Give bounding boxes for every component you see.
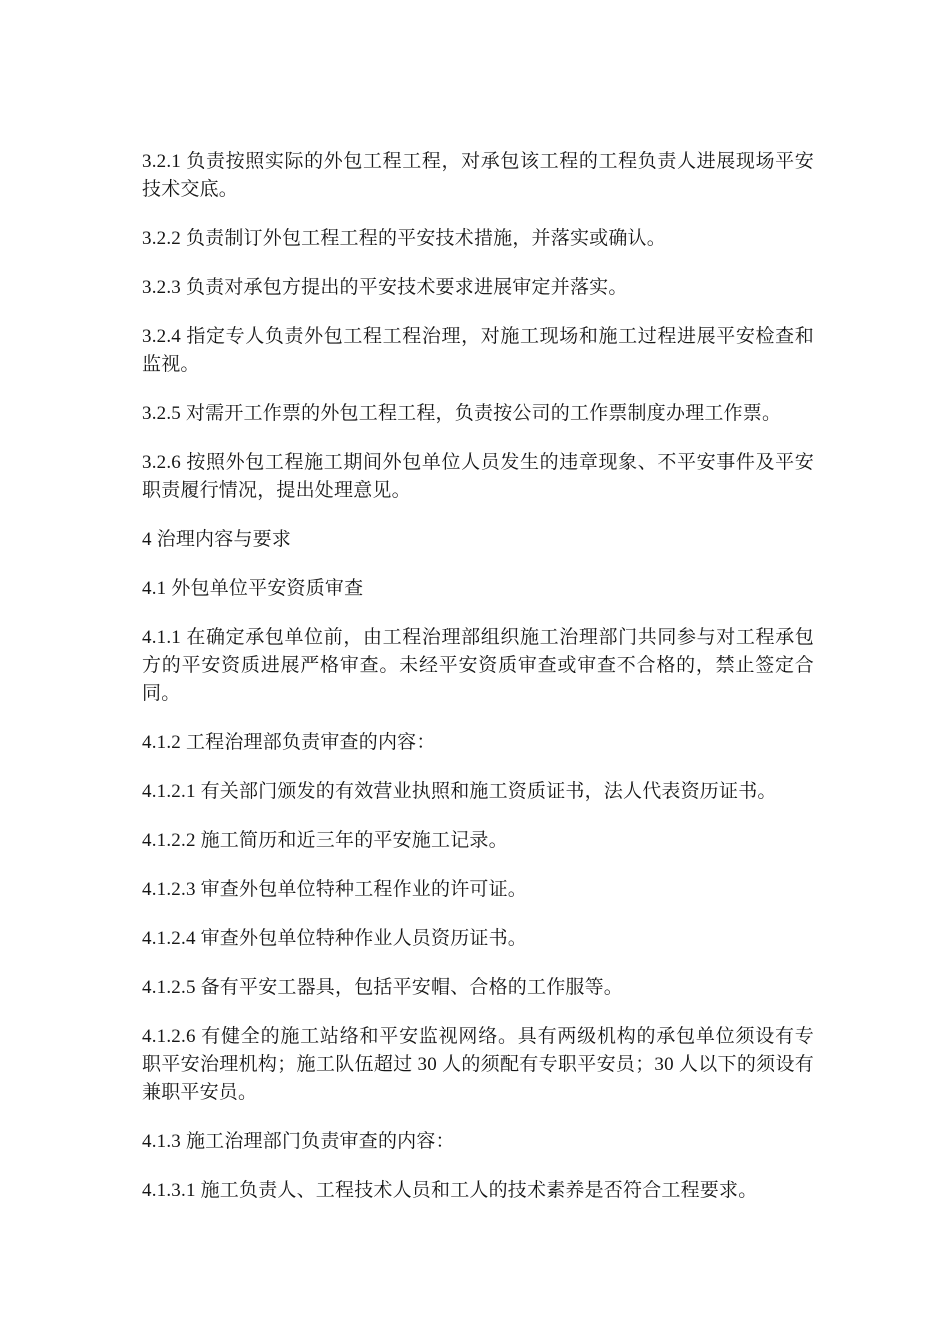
paragraph-number: 4.1.2.2 <box>142 830 196 851</box>
paragraph-number: 4.1.2.6 <box>142 1026 196 1047</box>
paragraph-text: 备有平安工器具，包括平安帽、合格的工作服等。 <box>200 977 624 998</box>
paragraph-number: 4.1.3 <box>142 1131 181 1152</box>
paragraph-number: 3.2.4 <box>142 326 181 347</box>
paragraph-number: 3.2.6 <box>142 452 181 473</box>
paragraph-3-2-1 <box>142 148 814 204</box>
paragraph-number: 4.1 <box>142 578 167 599</box>
paragraph-4-1-2-3 <box>142 876 814 904</box>
paragraph-number: 3.2.2 <box>142 228 181 249</box>
paragraph-number: 4.1.2 <box>142 732 181 753</box>
paragraph-number: 3.2.1 <box>142 151 181 172</box>
paragraph-text: 工程治理部负责审查的内容： <box>185 732 436 753</box>
paragraph-number: 4.1.2.3 <box>142 879 196 900</box>
paragraph-4-1-2-2 <box>142 827 814 855</box>
paragraph-number: 4.1.2.1 <box>142 781 196 802</box>
paragraph-number: 4.1.2.5 <box>142 977 196 998</box>
paragraph-text: 负责按照实际的外包工程工程，对承包该工程的工程负责人进展现场平安技术交底。 <box>142 151 815 200</box>
paragraph-text: 在确定承包单位前，由工程治理部组织施工治理部门共同参与对工程承包方的平安资质进展严格审查。未经平安资质审查或审查不合格的，禁止签定合同。 <box>142 627 815 704</box>
paragraph-text: 有关部门颁发的有效营业执照和施工资质证书，法人代表资历证书。 <box>200 781 777 802</box>
paragraph-text: 外包单位平安资质审查 <box>171 578 364 599</box>
paragraph-3-2-6 <box>142 449 814 505</box>
paragraph-number: 3.2.3 <box>142 277 181 298</box>
paragraph-text: 有健全的施工站络和平安监视网络。具有两级机构的承包单位须设有专职平安治理机构；施工队伍超过 30 人的须配有专职平安员；30 人以下的须设有兼职平安员。 <box>142 1026 815 1103</box>
paragraph-3-2-2 <box>142 225 814 253</box>
paragraph-text: 负责对承包方提出的平安技术要求进展审定并落实。 <box>185 277 628 298</box>
heading-4-1 <box>142 575 814 603</box>
paragraph-4-1-2-1 <box>142 778 814 806</box>
paragraph-number: 4 <box>142 529 152 550</box>
paragraph-3-2-3 <box>142 274 814 302</box>
paragraph-4-1-3-1 <box>142 1177 814 1205</box>
paragraph-4-1-1 <box>142 624 814 708</box>
document-content <box>142 148 814 1226</box>
paragraph-3-2-4 <box>142 323 814 379</box>
paragraph-text: 治理内容与要求 <box>156 529 292 550</box>
paragraph-4-1-2 <box>142 729 814 757</box>
heading-4 <box>142 526 814 554</box>
paragraph-text: 施工简历和近三年的平安施工记录。 <box>200 830 508 851</box>
paragraph-text: 对需开工作票的外包工程工程，负责按公司的工作票制度办理工作票。 <box>185 403 782 424</box>
paragraph-4-1-2-6 <box>142 1023 814 1107</box>
paragraph-number: 4.1.3.1 <box>142 1180 196 1201</box>
paragraph-4-1-2-4 <box>142 925 814 953</box>
paragraph-text: 审查外包单位特种作业人员资历证书。 <box>200 928 528 949</box>
paragraph-3-2-5 <box>142 400 814 428</box>
paragraph-text: 负责制订外包工程工程的平安技术措施，并落实或确认。 <box>185 228 666 249</box>
paragraph-text: 按照外包工程施工期间外包单位人员发生的违章现象、不平安事件及平安职责履行情况，提出处理意见。 <box>142 452 815 501</box>
paragraph-4-1-3 <box>142 1128 814 1156</box>
paragraph-number: 4.1.1 <box>142 627 181 648</box>
paragraph-text: 指定专人负责外包工程工程治理，对施工现场和施工过程进展平安检查和监视。 <box>142 326 815 375</box>
paragraph-text: 施工负责人、工程技术人员和工人的技术素养是否符合工程要求。 <box>200 1180 758 1201</box>
paragraph-number: 4.1.2.4 <box>142 928 196 949</box>
paragraph-4-1-2-5 <box>142 974 814 1002</box>
paragraph-text: 施工治理部门负责审查的内容： <box>185 1131 455 1152</box>
paragraph-text: 审查外包单位特种工程作业的许可证。 <box>200 879 528 900</box>
paragraph-number: 3.2.5 <box>142 403 181 424</box>
